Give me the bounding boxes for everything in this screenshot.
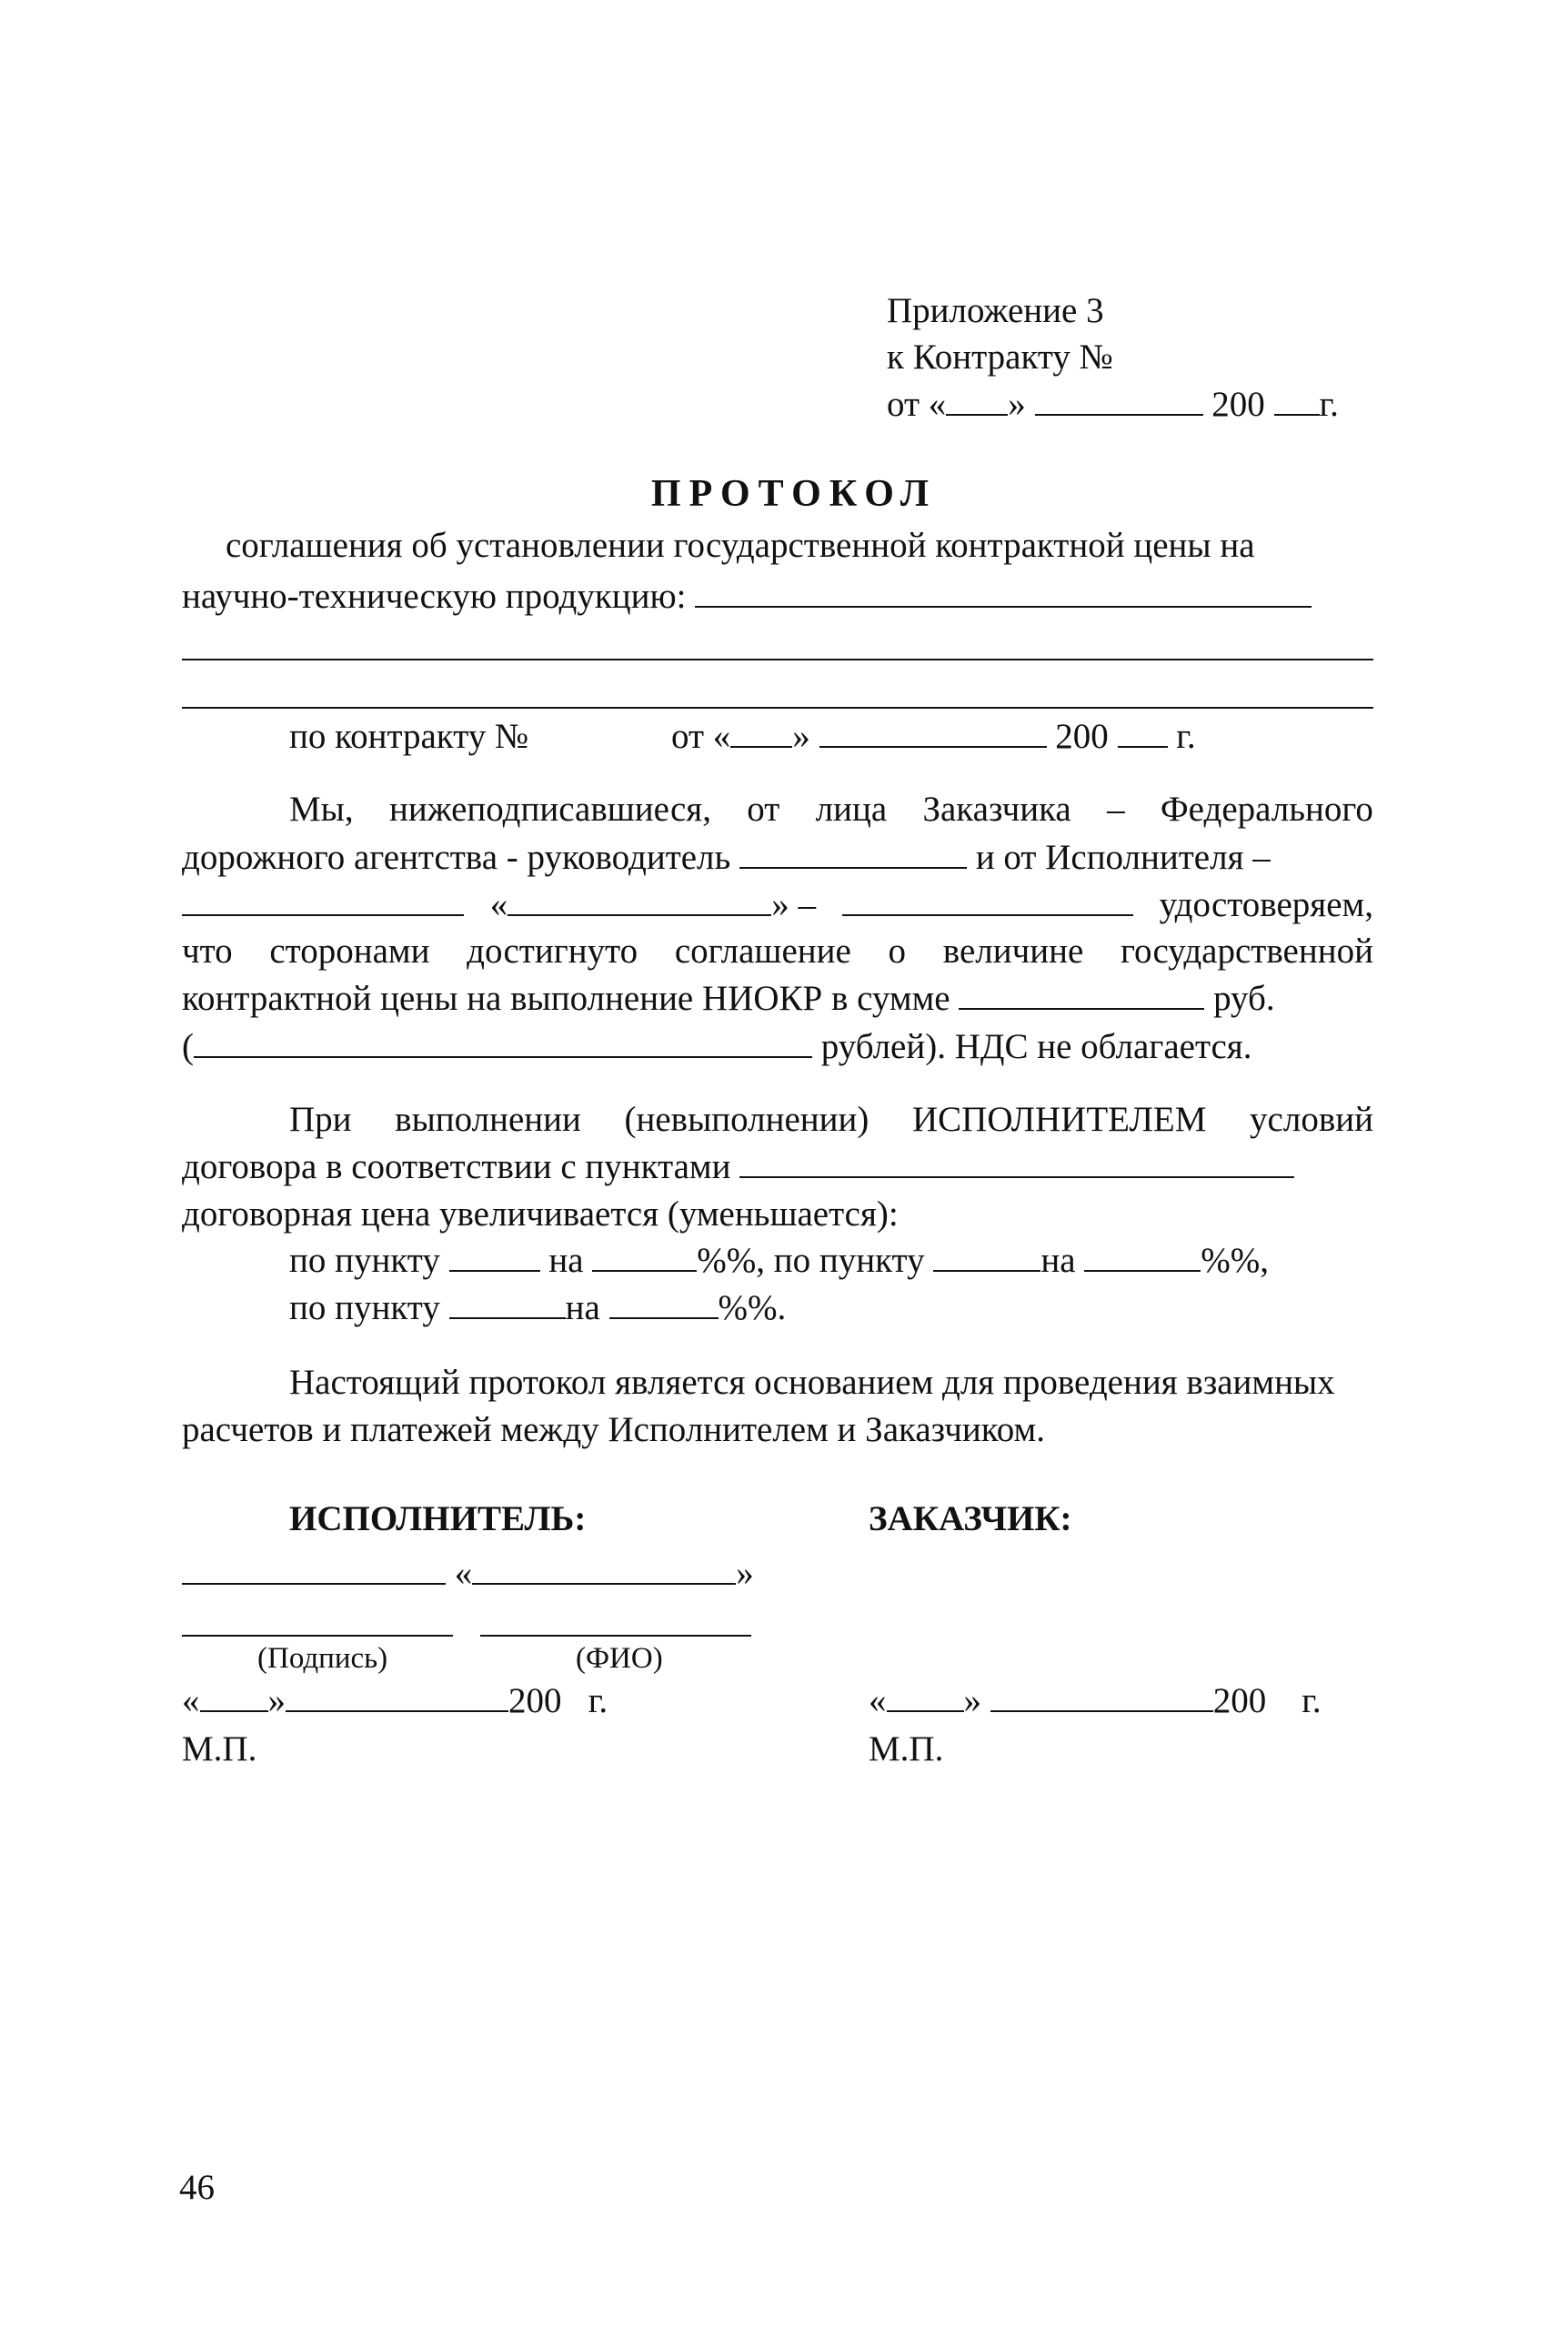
head-name-blank (739, 840, 967, 869)
quote-close: » – (771, 885, 817, 924)
header-year-suffix: г. (1319, 385, 1339, 424)
executor-name-blank (508, 887, 771, 916)
para2-line-2-text: договора в соответствии с пунктами (182, 1147, 731, 1186)
contract-year-suffix: г. (1176, 717, 1196, 756)
product-blank-2 (182, 659, 1373, 660)
para3-line-1: Настоящий протокол является основанием для проведения взаимных (289, 1363, 1335, 1402)
para2-line-3: договорная цена увеличивается (уменьшается): (182, 1194, 899, 1234)
quote-open: « (454, 1554, 473, 1593)
word: Федерального (1160, 790, 1373, 829)
executor-year-suffix: г. (588, 1681, 608, 1720)
word: от (747, 790, 780, 829)
para1-line-6-end: рублей). НДС не облагается. (820, 1027, 1252, 1066)
para2-line-1 (289, 1102, 1373, 1137)
executor-title: ИСПОЛНИТЕЛЬ: (289, 1499, 587, 1538)
contract-date-open: от « (671, 717, 731, 756)
para1-line-5 (182, 981, 1275, 1016)
header-date-line (887, 387, 1339, 422)
date-close: » (1008, 385, 1026, 424)
para1-line-3-end: удостоверяем, (1159, 885, 1373, 924)
year-blank (1274, 387, 1320, 416)
customer-day-blank (887, 1683, 964, 1712)
quote-open: « (869, 1681, 887, 1720)
word: – (1107, 790, 1125, 829)
executor-org-blank (182, 887, 464, 916)
executor-head-blank (842, 887, 1133, 916)
word: величине (942, 932, 1084, 971)
contract-year-blank (1118, 719, 1168, 748)
executor-day-blank (200, 1683, 268, 1712)
sum-blank (959, 981, 1204, 1010)
item-blank-1 (449, 1243, 540, 1272)
by-item-label: по пункту (289, 1288, 440, 1327)
item-blank-3 (449, 1290, 566, 1319)
percent-blank-1 (592, 1243, 697, 1272)
customer-year: 200 (1212, 1681, 1267, 1720)
signature-caption: (Подпись) (257, 1642, 388, 1675)
quote-open: « (182, 1681, 200, 1720)
word: соглашение (674, 932, 851, 971)
appendix-label: Приложение 3 (887, 291, 1104, 330)
contract-date-close: » (792, 717, 810, 756)
para1-line-4 (182, 933, 1373, 969)
executor-date-line (182, 1683, 608, 1718)
items-blank (739, 1149, 1294, 1178)
sum-words-blank (194, 1029, 812, 1058)
percent-label: %%, (1201, 1241, 1269, 1280)
para1-line-1 (289, 791, 1373, 827)
paren-open: ( (182, 1027, 194, 1066)
word: Заказчика (922, 790, 1071, 829)
para2-line-4 (289, 1243, 1269, 1278)
percent-blank-2 (1084, 1243, 1201, 1272)
executor-org-type-blank (182, 1556, 446, 1585)
para1-line-5-text: контрактной цены на выполнение НИОКР в сумме (182, 979, 950, 1018)
customer-month-blank (990, 1683, 1213, 1712)
para1-line-2 (182, 840, 1271, 875)
executor-year: 200 (508, 1681, 562, 1720)
date-open: от « (887, 385, 947, 424)
word: о (888, 932, 907, 971)
customer-title: ЗАКАЗЧИК: (869, 1499, 1072, 1538)
executor-stamp-label: М.П. (182, 1729, 257, 1769)
customer-date-line (869, 1683, 1322, 1718)
title-line-1: соглашения об установлении государственной контрактной цены на (226, 526, 1255, 565)
currency-label: руб. (1213, 979, 1275, 1018)
contract-year: 200 (1055, 717, 1109, 756)
para1-line-2-text: дорожного агентства - руководитель (182, 838, 731, 877)
executor-org-line (182, 1556, 754, 1591)
signature-line (182, 1635, 453, 1637)
word: ИСПОЛНИТЕЛЕМ (912, 1100, 1207, 1139)
para2-line-2 (182, 1149, 1294, 1184)
para1-line-6 (182, 1029, 1251, 1064)
word: сторонами (269, 932, 430, 971)
quote-close: » (963, 1681, 981, 1720)
by-item-label: по пункту (289, 1241, 440, 1280)
month-blank (1035, 387, 1203, 416)
para3-line-2: расчетов и платежей между Исполнителем и Заказчиком. (182, 1410, 1045, 1449)
percent-blank-3 (609, 1290, 719, 1319)
word: (невыполнении) (624, 1100, 869, 1139)
customer-year-suffix: г. (1302, 1681, 1322, 1720)
word: достигнуто (467, 932, 638, 971)
page-number: 46 (179, 2168, 215, 2207)
executor-name-group (490, 887, 816, 922)
quote-open: « (489, 885, 508, 924)
percent-label: %%, по пункту (697, 1241, 925, 1280)
para1-line-3 (182, 887, 1373, 922)
executor-org-name-blank (472, 1556, 736, 1585)
quote-close: » (267, 1681, 286, 1720)
contract-date-line (671, 719, 1196, 754)
para1-line-2-end: и от Исполнителя – (975, 838, 1271, 877)
contract-ref: к Контракту № (887, 338, 1113, 377)
name-caption: (ФИО) (576, 1642, 663, 1675)
para2-line-5 (289, 1290, 786, 1325)
word: лица (815, 790, 888, 829)
percent-label: %%. (718, 1288, 787, 1327)
word: государственной (1120, 932, 1373, 971)
quote-close: » (736, 1554, 754, 1593)
contract-line-label: по контракту № (289, 717, 529, 756)
word: выполнении (395, 1100, 581, 1139)
word: При (289, 1100, 352, 1139)
title-line-2-text: научно-техническую продукцию: (182, 577, 687, 616)
customer-stamp-label: М.П. (869, 1729, 944, 1769)
product-blank-1 (695, 579, 1312, 608)
day-blank (946, 387, 1008, 416)
on-label: на (1040, 1241, 1076, 1280)
word: условий (1250, 1100, 1373, 1139)
word: что (182, 932, 233, 971)
product-blank-3 (182, 707, 1373, 709)
executor-month-blank (286, 1683, 508, 1712)
contract-month-blank (819, 719, 1047, 748)
item-blank-2 (933, 1243, 1040, 1272)
name-line (480, 1635, 751, 1637)
on-label: на (548, 1241, 584, 1280)
word: Мы, (289, 790, 354, 829)
word: нижеподписавшиеся, (388, 790, 711, 829)
on-label: на (565, 1288, 600, 1327)
contract-day-blank (730, 719, 792, 748)
document-title: ПРОТОКОЛ (650, 473, 938, 515)
title-line-2 (182, 579, 1312, 614)
header-year: 200 (1211, 385, 1265, 424)
